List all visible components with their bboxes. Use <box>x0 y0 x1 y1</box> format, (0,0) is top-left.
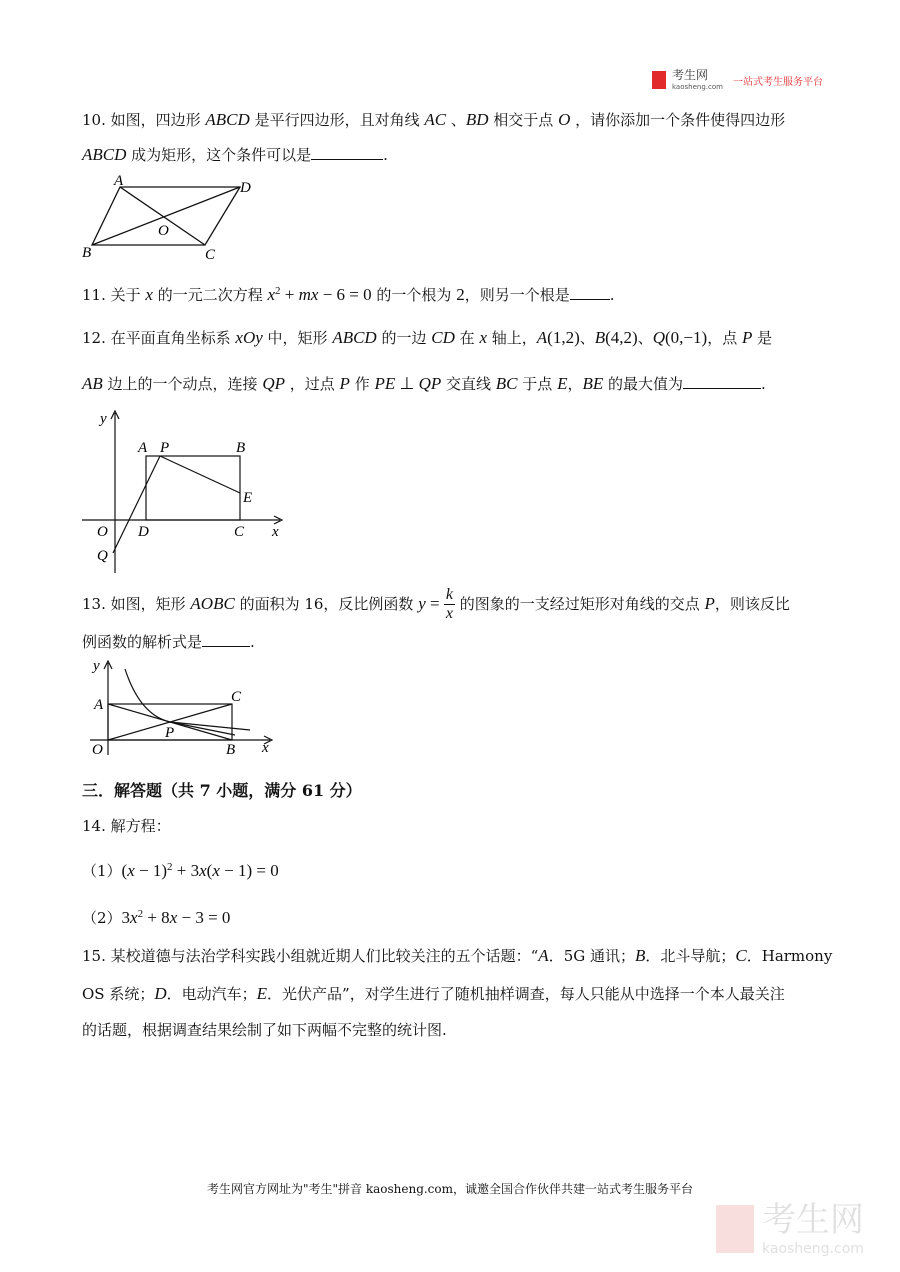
label-C: C <box>231 689 242 705</box>
text-run: ．电动汽车； <box>166 985 257 1003</box>
math-text: x <box>130 908 138 927</box>
text-run: ．北斗导航； <box>645 947 736 965</box>
math-text: Q <box>652 328 666 347</box>
q13-hyperbola-figure <box>85 655 285 760</box>
text-run: . <box>761 375 766 393</box>
text-run: + 8 <box>143 908 170 927</box>
math-text: AC <box>424 110 447 129</box>
text-run: − 6 = 0 <box>318 285 372 304</box>
logo-mark-icon <box>652 71 666 89</box>
label-P: P <box>160 440 170 456</box>
math-text: PE <box>374 374 396 393</box>
text-run: 是 <box>752 329 773 347</box>
label-x: x <box>272 524 279 540</box>
math-text: A <box>536 328 548 347</box>
q13-line1-end <box>455 595 790 613</box>
logo-brand <box>672 68 723 92</box>
label-O: O <box>158 223 169 239</box>
label-O: O <box>97 524 108 540</box>
math-text: BE <box>582 374 604 393</box>
q14-part2 <box>82 904 230 928</box>
text-run: 、 <box>637 329 653 347</box>
watermark-mark-icon <box>716 1205 754 1253</box>
kaosheng-logo <box>652 68 823 92</box>
label-D: D <box>138 524 149 540</box>
text-run: 是平行四边形，且对角线 <box>249 111 425 129</box>
text-run: (0,−1) <box>665 328 708 347</box>
label-A: A <box>114 175 124 189</box>
math-text: B <box>634 946 646 965</box>
text-run: 12. 在平面直角坐标系 <box>82 329 236 347</box>
label-C: C <box>205 247 216 263</box>
text-run: + 3 <box>172 861 200 880</box>
text-run: 的话题，根据调查结果绘制了如下两幅不完整的统计图. <box>82 1021 447 1039</box>
q13-line1-start <box>82 595 444 613</box>
math-text: QP <box>262 374 285 393</box>
text-run: ( <box>121 861 128 880</box>
brand-domain: kaosheng.com <box>672 83 723 91</box>
q13-line1 <box>82 586 790 623</box>
label-A: A <box>94 697 104 713</box>
watermark-brand: 考生网 <box>762 1200 864 1240</box>
math-text: mx <box>298 285 319 304</box>
text-run: ．5G 通讯； <box>548 947 635 965</box>
text-run: ，请你添加一个条件使得四边形 <box>570 111 786 129</box>
math-text: x <box>127 861 135 880</box>
text-run: 13. 如图，矩形 <box>82 594 191 613</box>
q15-line1 <box>82 946 832 966</box>
q12-line2 <box>82 374 766 394</box>
text-run: 的图象的一支经过矩形对角线的交点 <box>454 594 705 613</box>
text-run: . <box>609 286 615 304</box>
brand-name: 考生网 <box>672 68 709 82</box>
label-Q: Q <box>97 548 108 564</box>
text-run: 于点 <box>517 375 558 393</box>
text-run: 作 <box>349 375 375 393</box>
math-text: D <box>154 984 167 1003</box>
text-run: − 1) = 0 <box>219 861 279 880</box>
math-text: E <box>557 374 568 393</box>
text-run: ⊥ <box>395 374 419 393</box>
math-text: C <box>735 946 747 965</box>
text-run: （2） <box>82 909 122 927</box>
exponent: 2 <box>275 285 281 297</box>
text-run: ， <box>567 375 583 393</box>
text-run: . <box>250 633 255 651</box>
math-text: ABCD <box>82 145 127 164</box>
text-run: 例函数的解析式是 <box>82 633 203 651</box>
q15-line3 <box>82 1020 447 1040</box>
text-run: 的面积为 16，反比例函数 <box>234 594 419 613</box>
q15-line2 <box>82 984 785 1004</box>
k-over-x-fraction <box>444 586 455 623</box>
text-run: 相交于点 <box>488 111 559 129</box>
answer-blank[interactable] <box>570 285 610 300</box>
text-run: 15. 某校道德与法治学科实践小组就近期人们比较关注的五个话题：“ <box>82 947 539 965</box>
q10-line2 <box>82 145 388 165</box>
math-text: x <box>212 861 220 880</box>
label-x: x <box>262 740 269 756</box>
math-text: xOy <box>235 328 263 347</box>
math-text: P <box>704 593 715 613</box>
footer-text: 考生网官方网址为"考生"拼音 kaosheng.com，诚邀全国合作伙伴共建一站式考生服务平台 <box>206 1182 694 1196</box>
text-run: 的一个根为 <box>371 286 457 304</box>
text-run: ( <box>206 861 213 880</box>
text-run: ，过点 <box>285 375 340 393</box>
text-run: (4,2) <box>605 328 638 347</box>
text-run: 成为矩形，这个条件可以是 <box>126 146 312 164</box>
text-run: ，则另一个根是 <box>464 286 570 304</box>
math-text: A <box>538 946 549 965</box>
text-run: ，点 <box>707 329 742 347</box>
text-run: 10. 如图，四边形 <box>82 111 206 129</box>
text-run: OS 系统； <box>82 985 155 1003</box>
math-text: P <box>339 374 350 393</box>
q14-part1 <box>82 857 279 881</box>
text-run: 的最大值为 <box>603 375 684 393</box>
text-run: (1,2) <box>547 328 580 347</box>
text-run: 的一边 <box>376 329 432 347</box>
fraction-numerator: k <box>445 586 453 603</box>
q12-coordinate-figure <box>80 405 295 575</box>
label-B: B <box>226 742 236 758</box>
math-text: CD <box>431 328 455 347</box>
text-run: 11. 关于 <box>82 286 146 304</box>
text-run: . <box>383 146 388 164</box>
math-text: ABCD <box>205 110 250 129</box>
label-O: O <box>92 742 103 758</box>
math-text: x <box>267 285 276 304</box>
math-text: x <box>479 328 487 347</box>
text-run: 14. 解方程： <box>82 817 171 835</box>
text-run: 的一元二次方程 <box>152 286 268 304</box>
text-run: ，则该反比 <box>714 594 790 613</box>
text-run: 2 <box>456 285 465 304</box>
text-run: 、 <box>446 111 466 129</box>
q10-parallelogram-figure <box>80 175 270 270</box>
label-C: C <box>234 524 245 540</box>
q11-line1 <box>82 281 615 305</box>
watermark <box>716 1200 864 1258</box>
label-B: B <box>236 440 246 456</box>
math-text: x <box>199 861 207 880</box>
math-text: AOBC <box>190 593 235 613</box>
text-run: 边上的一个动点，连接 <box>102 375 263 393</box>
text-run: 在 <box>454 329 480 347</box>
math-text: O <box>558 110 571 129</box>
math-text: E <box>256 984 268 1003</box>
math-text: BC <box>495 374 518 393</box>
label-D: D <box>240 180 251 196</box>
text-run: 3 <box>121 908 131 927</box>
math-text: B <box>594 328 606 347</box>
answer-blank[interactable] <box>202 632 250 647</box>
section-3-heading: 三．解答题（共 7 小题，满分 61 分） <box>82 781 362 800</box>
math-text: BD <box>465 110 489 129</box>
math-text: x <box>145 285 153 304</box>
logo-slogan: 一站式考生服务平台 <box>732 76 823 88</box>
label-E: E <box>243 490 253 506</box>
answer-blank[interactable] <box>311 145 383 160</box>
text-run: + <box>280 285 299 304</box>
text-run: ．Harmony <box>746 947 833 965</box>
text-run: 中，矩形 <box>262 329 333 347</box>
text-run: 轴上， <box>486 329 537 347</box>
label-A: A <box>138 440 148 456</box>
q13-line2 <box>82 632 255 652</box>
text-run: 交直线 <box>441 375 496 393</box>
exponent: 2 <box>137 908 144 920</box>
q10-line1 <box>82 110 785 130</box>
math-text: x <box>169 908 178 927</box>
math-text: AB <box>82 374 103 393</box>
fraction-denominator: x <box>445 605 453 622</box>
math-text: y <box>418 593 426 613</box>
label-P: P <box>165 725 175 741</box>
text-run: 、 <box>579 329 595 347</box>
text-run: （1） <box>82 862 122 880</box>
label-B: B <box>82 245 92 261</box>
q12-line1 <box>82 328 772 348</box>
math-text: ABCD <box>332 328 377 347</box>
q14-line1 <box>82 816 171 836</box>
math-text: QP <box>418 374 442 393</box>
text-run: − 3 = 0 <box>177 908 231 927</box>
answer-blank[interactable] <box>683 374 761 389</box>
exponent: 2 <box>167 861 173 873</box>
label-y: y <box>93 658 100 674</box>
text-run: = <box>425 593 444 613</box>
text-run: ．光伏产品”，对学生进行了随机抽样调查，每人只能从中选择一个本人最关注 <box>267 985 785 1003</box>
text-run: − 1) <box>134 861 168 880</box>
math-text: P <box>741 328 753 347</box>
label-y: y <box>100 411 107 427</box>
watermark-domain: kaosheng.com <box>762 1241 864 1257</box>
